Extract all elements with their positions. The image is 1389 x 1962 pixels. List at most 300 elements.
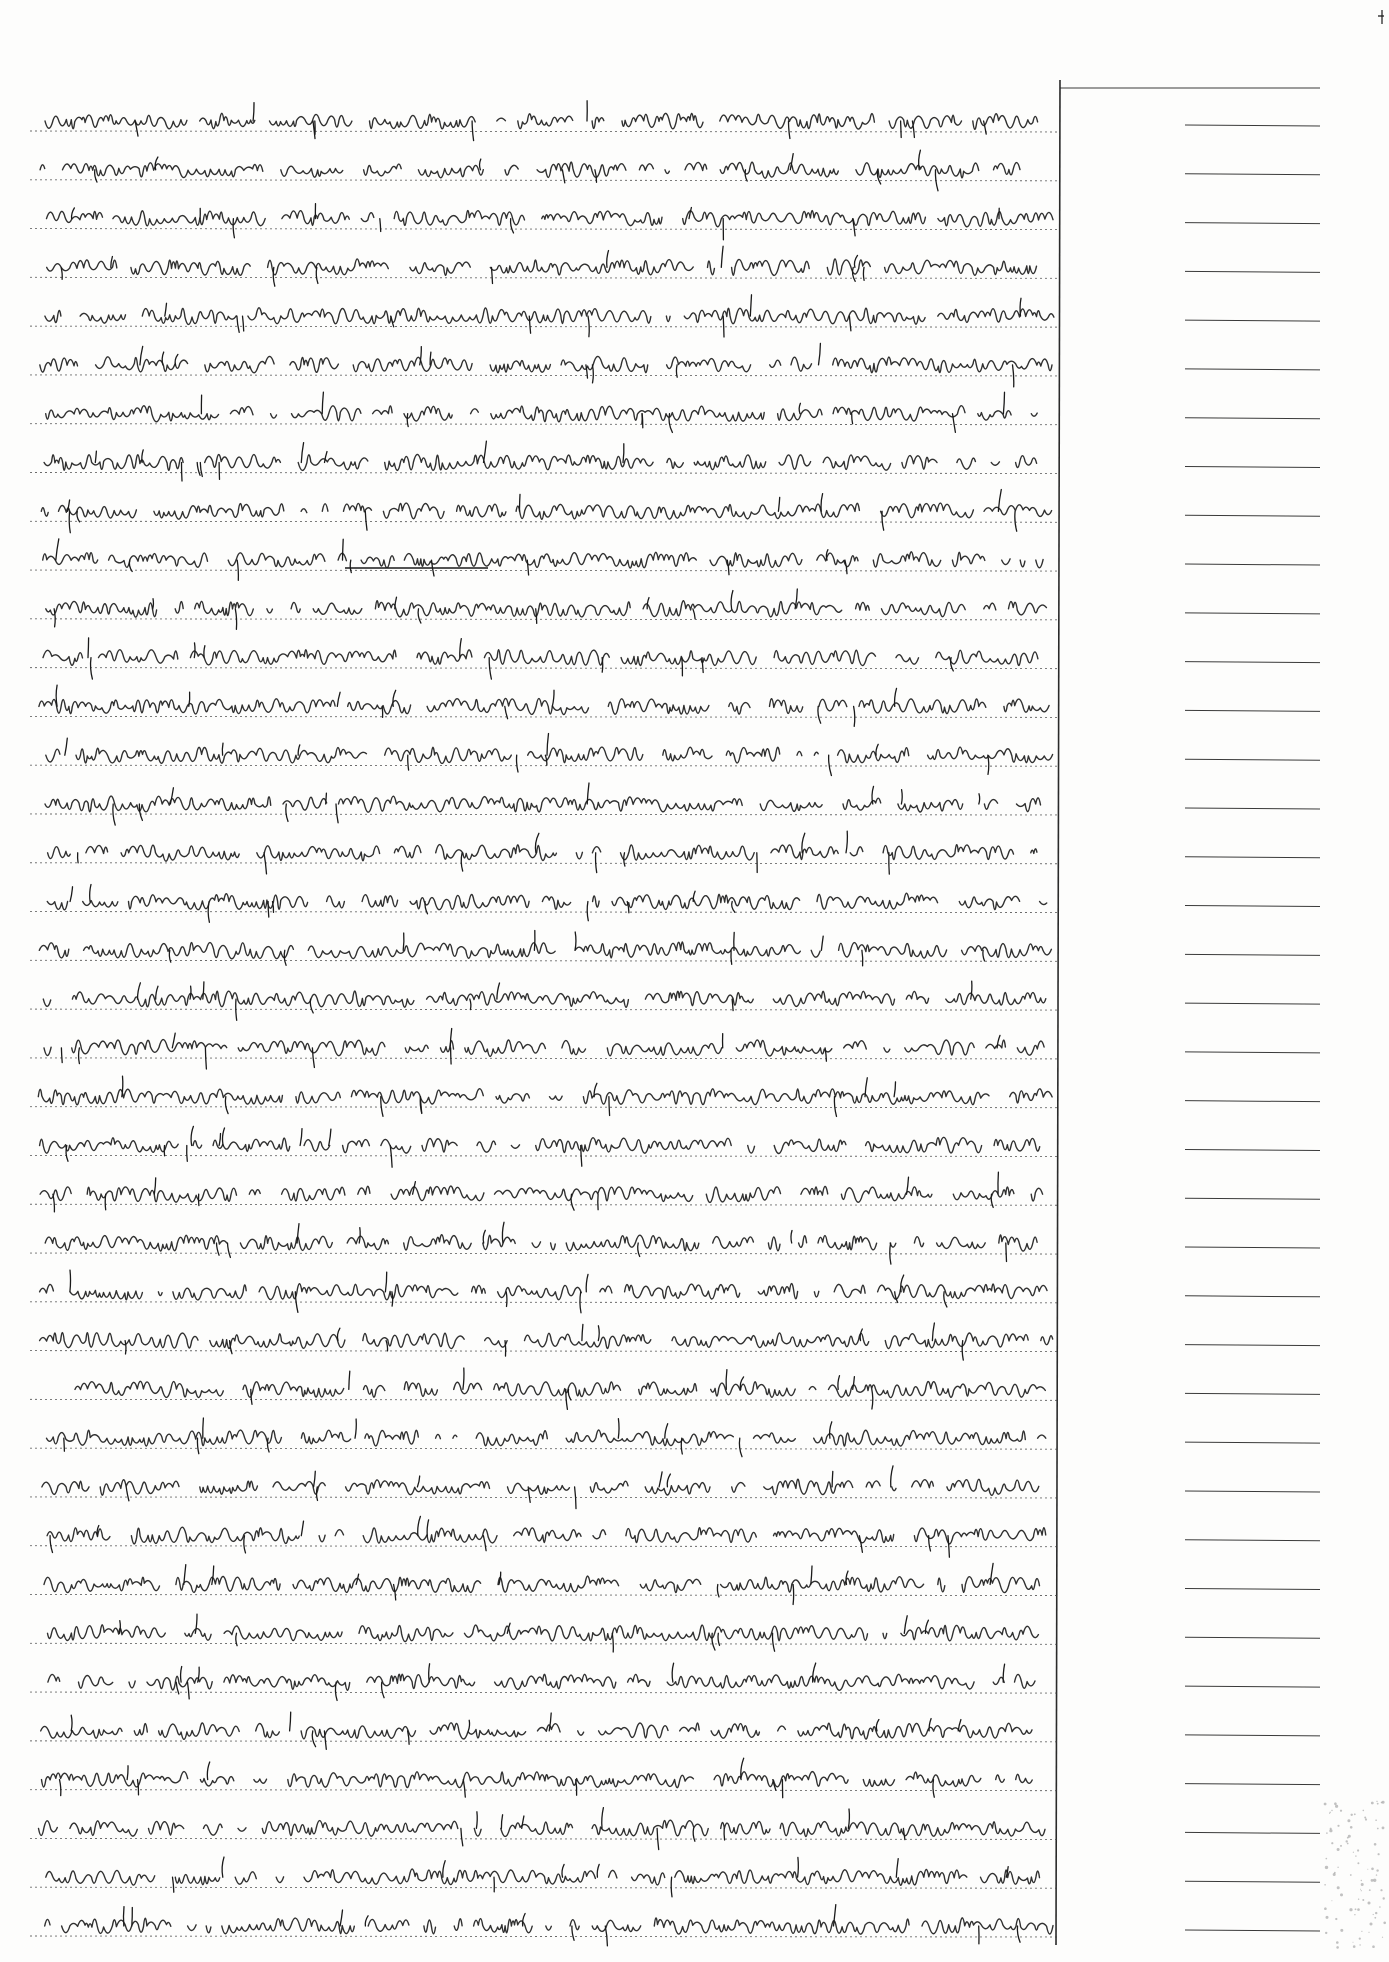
handwriting-stroke [127, 1766, 128, 1780]
handwriting-stroke [54, 609, 55, 627]
handwriting-stroke [233, 219, 234, 238]
handwriting-stroke [848, 1809, 849, 1828]
speck [1365, 1818, 1367, 1820]
speck [1359, 1944, 1360, 1945]
margin-rule [1185, 1003, 1320, 1004]
handwriting-stroke [988, 755, 989, 774]
speck [1371, 1879, 1374, 1882]
handwriting-stroke [170, 788, 173, 804]
speck [1368, 1932, 1369, 1933]
handwriting-stroke [872, 1389, 873, 1409]
handwriting-stroke [326, 793, 327, 804]
handwriting-stroke [876, 1720, 879, 1731]
handwriting-stroke [463, 1368, 464, 1389]
ruled-baseline [30, 1546, 1060, 1547]
handwriting-stroke [408, 755, 409, 770]
speck [1361, 1883, 1364, 1886]
handwriting-stroke [126, 1487, 129, 1501]
handwriting-stroke [901, 790, 902, 804]
handwriting-stroke [750, 295, 751, 316]
handwriting-stroke [979, 794, 980, 804]
speck [1375, 1819, 1377, 1821]
handwriting-stroke [237, 560, 238, 580]
ruled-baseline [30, 1887, 1060, 1888]
speck [1340, 1893, 1343, 1896]
handwriting-stroke [587, 902, 588, 921]
handwriting-stroke [732, 902, 735, 913]
speck [1374, 1843, 1377, 1846]
handwritten-line [40, 1333, 1053, 1349]
handwriting-stroke [393, 690, 396, 706]
handwritten-line [39, 698, 1049, 714]
handwriting-stroke [71, 1715, 72, 1731]
handwriting-stroke [731, 591, 733, 609]
speck [1340, 1929, 1343, 1932]
handwriting-stroke [849, 316, 851, 331]
ruled-lines [30, 131, 1060, 1937]
speck [1331, 1810, 1332, 1811]
speck [1353, 1852, 1354, 1853]
ruled-baseline [30, 1790, 1060, 1791]
speck [1374, 1917, 1376, 1919]
handwriting-stroke [64, 1438, 65, 1451]
handwriting-stroke [60, 1780, 61, 1796]
handwriting-stroke [56, 539, 59, 560]
speck [1337, 1867, 1338, 1868]
handwriting-stroke [929, 1719, 931, 1731]
handwriting-stroke [380, 219, 381, 232]
margin-rule [1185, 418, 1320, 419]
handwriting-stroke [123, 1907, 124, 1926]
handwriting-stroke [188, 1682, 190, 1699]
handwriting-stroke [329, 1129, 331, 1145]
speck [1362, 1899, 1364, 1901]
handwritten-line [46, 747, 1053, 763]
handwriting-stroke [865, 1078, 867, 1097]
ruled-baseline [30, 570, 1060, 571]
handwriting-stroke [391, 316, 394, 327]
handwritten-line [38, 1089, 1052, 1105]
handwriting-stroke [726, 1370, 727, 1390]
handwriting-stroke [582, 1324, 583, 1340]
handwriting-stroke [461, 1828, 463, 1846]
handwriting-stroke [225, 1097, 228, 1114]
handwriting-stroke [821, 494, 823, 512]
speck [1367, 1869, 1368, 1870]
handwriting-stroke [547, 734, 549, 756]
ruled-baseline [30, 1595, 1060, 1596]
handwriting-stroke [971, 981, 972, 999]
handwriting-stroke [483, 1230, 485, 1243]
handwriting-stroke [154, 1178, 155, 1194]
handwriting-stroke [672, 1663, 673, 1682]
handwriting-stroke [872, 786, 874, 804]
margin-rule [1185, 662, 1320, 663]
ruled-baseline [30, 1253, 1060, 1254]
handwriting-stroke [236, 1633, 237, 1645]
handwriting-stroke [717, 1585, 719, 1597]
handwriting-stroke [175, 354, 178, 365]
handwriting-stroke [724, 1828, 725, 1840]
handwriting-stroke [721, 246, 723, 267]
speck [1324, 1884, 1326, 1886]
handwriting-stroke [876, 744, 878, 755]
speck [1357, 1908, 1360, 1911]
handwriting-stroke [316, 267, 318, 283]
handwriting-stroke [386, 1341, 387, 1351]
speck [1382, 1801, 1385, 1804]
handwriting-stroke [349, 1371, 350, 1389]
ruled-baseline [30, 424, 1060, 425]
ruled-baseline [30, 1936, 1060, 1937]
handwriting-stroke [172, 1033, 175, 1048]
margin-rule [1185, 1832, 1320, 1833]
handwriting-stroke [359, 1228, 360, 1243]
ruled-baseline [30, 1448, 1060, 1449]
handwriting-stroke [273, 267, 275, 286]
handwriting-stroke [846, 831, 847, 853]
handwriting-stroke [222, 1128, 224, 1146]
margin-rule [1185, 710, 1320, 711]
scan-speckle [1324, 1801, 1386, 1949]
handwritten-line [47, 259, 1037, 275]
handwriting-stroke [520, 494, 521, 511]
handwriting-stroke [572, 1926, 574, 1940]
speck [1347, 1837, 1349, 1839]
corner-mark [1378, 10, 1384, 24]
handwriting-stroke [932, 1323, 934, 1341]
ruled-baseline [30, 1204, 1060, 1205]
ruled-baseline [30, 131, 1060, 132]
handwriting-stroke [219, 1134, 220, 1146]
margin-rule [1185, 1101, 1320, 1102]
handwriting-stroke [337, 1328, 339, 1340]
handwriting-stroke [659, 1472, 662, 1487]
handwritten-line [40, 1186, 1043, 1202]
handwriting-stroke [95, 451, 96, 462]
handwriting [38, 101, 1057, 1946]
handwriting-stroke [799, 403, 800, 413]
handwriting-stroke [443, 1861, 445, 1878]
handwriting-stroke [576, 1780, 577, 1796]
handwriting-stroke [267, 1438, 269, 1452]
handwritten-line [45, 113, 1038, 129]
speck [1371, 1868, 1374, 1871]
handwriting-stroke [70, 887, 72, 902]
handwriting-stroke [418, 609, 421, 623]
margin-rule [1185, 174, 1320, 175]
speck [1357, 1862, 1359, 1864]
handwriting-stroke [468, 1720, 469, 1731]
handwriting-stroke [612, 1633, 613, 1652]
speck [1373, 1879, 1376, 1882]
handwriting-stroke [605, 1926, 607, 1946]
handwriting-stroke [138, 983, 141, 999]
handwriting-stroke [575, 932, 576, 950]
handwritten-line [45, 1235, 1037, 1251]
handwriting-stroke [671, 1877, 672, 1897]
handwriting-stroke [623, 444, 624, 463]
handwriting-stroke [852, 414, 853, 424]
speck [1326, 1832, 1328, 1834]
handwriting-stroke [243, 316, 244, 331]
handwriting-stroke [798, 1857, 799, 1877]
handwriting-stroke [237, 316, 239, 332]
handwriting-stroke [718, 1633, 719, 1645]
ruled-baseline [30, 960, 1060, 961]
handwriting-stroke [825, 1048, 826, 1061]
speck [1377, 1828, 1379, 1830]
handwritten-line [44, 1576, 1058, 1592]
handwriting-stroke [894, 1082, 895, 1097]
speck [1353, 1942, 1354, 1943]
handwriting-stroke [618, 1419, 619, 1439]
margin-rule [1185, 1052, 1320, 1053]
corner-tick [1378, 10, 1384, 24]
speck [1364, 1817, 1366, 1819]
handwriting-stroke [165, 303, 167, 316]
handwriting-stroke [301, 1521, 303, 1536]
ruled-baseline [30, 863, 1060, 864]
handwriting-stroke [382, 706, 383, 717]
handwriting-stroke [588, 316, 589, 337]
speck [1353, 1945, 1356, 1948]
speck [1351, 1814, 1353, 1816]
handwriting-stroke [77, 511, 80, 522]
handwriting-stroke [463, 1780, 465, 1798]
handwriting-stroke [586, 1274, 588, 1291]
handwriting-stroke [181, 1667, 182, 1683]
margin-rule [1185, 320, 1320, 321]
margin-rule [1185, 564, 1320, 565]
handwriting-stroke [140, 346, 143, 365]
margin-rule [1185, 1784, 1320, 1785]
ruled-baseline [30, 1351, 1060, 1352]
handwritten-line [44, 1040, 1044, 1057]
margin-rule [1185, 954, 1320, 955]
speck [1325, 1932, 1327, 1934]
handwriting-stroke [571, 1194, 574, 1210]
handwriting-stroke [122, 1076, 123, 1097]
handwriting-stroke [156, 986, 158, 999]
handwriting-stroke [562, 1864, 564, 1877]
handwritten-line [45, 796, 1041, 812]
handwriting-stroke [472, 121, 474, 141]
ruled-baseline [30, 668, 1060, 669]
handwriting-stroke [529, 316, 530, 333]
ruled-baseline [30, 1692, 1060, 1693]
handwriting-stroke [1017, 1926, 1020, 1942]
handwriting-stroke [50, 1536, 52, 1553]
speck [1370, 1923, 1373, 1926]
handwriting-stroke [365, 1916, 368, 1926]
handwriting-stroke [568, 1389, 571, 1399]
handwriting-stroke [65, 738, 68, 755]
margin-rule [1185, 1735, 1320, 1736]
margin-rule [1185, 223, 1320, 224]
handwriting-stroke [90, 885, 91, 902]
handwriting-stroke [365, 511, 367, 530]
handwriting-stroke [1003, 392, 1004, 413]
speck [1383, 1897, 1385, 1899]
handwritten-line [45, 308, 1054, 325]
handwriting-stroke [203, 1418, 204, 1438]
handwriting-stroke [91, 658, 93, 680]
ruled-baseline [30, 229, 1060, 230]
speck [1382, 1937, 1383, 1938]
handwriting-stroke [1015, 511, 1017, 531]
margin-rule [1185, 1686, 1320, 1687]
handwriting-stroke [598, 1326, 599, 1341]
handwriting-stroke [731, 950, 732, 964]
handwritten-line [75, 1381, 1045, 1397]
handwriting-stroke [343, 539, 344, 560]
handwriting-stroke [300, 1129, 302, 1146]
handwriting-stroke [789, 121, 790, 139]
handwriting-stroke [205, 1048, 206, 1069]
handwriting-stroke [676, 365, 677, 377]
handwriting-stroke [429, 1664, 430, 1682]
handwriting-stroke [998, 490, 1001, 512]
handwriting-stroke [385, 1272, 386, 1292]
handwritten-line [43, 650, 1038, 666]
handwritten-line [46, 406, 1037, 422]
handwriting-stroke [854, 706, 855, 726]
handwriting-stroke [336, 804, 338, 823]
handwriting-stroke [882, 511, 884, 530]
handwriting-stroke [845, 560, 847, 574]
handwriting-stroke [778, 497, 779, 511]
speck [1340, 1810, 1342, 1812]
speck [1380, 1889, 1382, 1891]
speck [1376, 1801, 1377, 1802]
handwriting-stroke [497, 983, 500, 999]
handwriting-stroke [418, 1516, 421, 1535]
handwriting-stroke [78, 853, 79, 863]
handwriting-stroke [316, 1487, 317, 1501]
handwriting-stroke [190, 986, 191, 999]
handwriting-stroke [862, 950, 863, 966]
margin-rule [1185, 1540, 1320, 1541]
ruled-baseline [30, 326, 1060, 327]
margin-rule [1185, 1149, 1320, 1150]
handwritten-line [40, 162, 1035, 178]
handwriting-stroke [693, 609, 695, 619]
handwriting-stroke [461, 853, 462, 871]
handwriting-stroke [105, 1194, 106, 1210]
handwriting-stroke [727, 560, 729, 575]
handwriting-stroke [483, 1536, 486, 1551]
ruled-baseline [30, 619, 1060, 620]
handwriting-stroke [120, 1621, 121, 1634]
handwriting-stroke [56, 685, 57, 706]
margin-rule [1185, 466, 1320, 467]
handwriting-stroke [534, 931, 535, 951]
handwriting-stroke [745, 170, 747, 181]
ruled-baseline [30, 1643, 1060, 1644]
handwriting-stroke [853, 1377, 855, 1390]
speck [1378, 1853, 1380, 1855]
handwriting-stroke [197, 1438, 198, 1454]
speck [1336, 1941, 1339, 1944]
ruled-baseline [30, 1009, 1060, 1010]
speck [1369, 1889, 1371, 1891]
handwriting-stroke [602, 1808, 604, 1829]
handwriting-stroke [517, 755, 518, 772]
speck [1376, 1869, 1378, 1871]
ruled-baseline [30, 277, 1060, 278]
handwriting-stroke [895, 1292, 898, 1303]
margin-rule [1185, 759, 1320, 760]
handwritten-line [45, 1918, 1053, 1934]
speck [1337, 1825, 1339, 1827]
margin-rule-vertical [1056, 80, 1060, 1945]
ruled-baseline [30, 1302, 1060, 1303]
margin-rule [1185, 1393, 1320, 1394]
handwriting-stroke [340, 1910, 342, 1926]
handwriting-stroke [904, 1616, 907, 1634]
handwriting-stroke [562, 170, 564, 183]
handwriting-stroke [522, 1816, 524, 1828]
handwriting-stroke [689, 208, 691, 219]
handwriting-stroke [310, 999, 313, 1013]
handwriting-stroke [212, 1566, 214, 1585]
margin-rule [1185, 1247, 1320, 1248]
handwriting-stroke [350, 560, 351, 573]
speck [1361, 1890, 1362, 1891]
handwriting-stroke [298, 745, 300, 755]
handwriting-stroke [903, 1828, 905, 1839]
handwriting-stroke [484, 441, 487, 462]
handwriting-stroke [741, 1758, 744, 1779]
handwriting-stroke [222, 743, 223, 755]
speck [1357, 1849, 1359, 1851]
speck [1368, 1902, 1371, 1905]
handwriting-stroke [427, 1520, 428, 1536]
handwritten-line [40, 1137, 1040, 1153]
ruled-baseline [30, 472, 1060, 473]
margin-rule [1185, 1491, 1320, 1492]
margin-rule [1185, 1881, 1320, 1882]
handwriting-stroke [575, 1487, 576, 1509]
ruled-baseline [30, 180, 1060, 181]
speck [1337, 1886, 1340, 1889]
handwriting-stroke [527, 560, 528, 575]
speck [1376, 1874, 1377, 1875]
ruled-baseline [30, 1399, 1060, 1400]
handwriting-stroke [793, 1585, 794, 1605]
handwriting-stroke [169, 950, 170, 962]
handwriting-stroke [417, 1476, 419, 1487]
speck [1325, 1866, 1328, 1869]
speck [1324, 1803, 1327, 1806]
speck [1350, 1874, 1352, 1876]
speck [1331, 1900, 1332, 1901]
handwritten-line [41, 503, 1051, 519]
handwriting-stroke [933, 1780, 934, 1798]
speck [1379, 1906, 1381, 1908]
ruled-baseline [30, 1155, 1060, 1156]
ruled-baseline [30, 814, 1060, 815]
handwriting-stroke [403, 933, 404, 950]
speck [1331, 1842, 1333, 1844]
handwriting-stroke [638, 1243, 640, 1257]
handwriting-stroke [132, 1908, 133, 1927]
speck [1371, 1802, 1374, 1805]
handwriting-stroke [552, 690, 554, 706]
handwriting-stroke [536, 609, 537, 624]
speck [1363, 1810, 1365, 1812]
